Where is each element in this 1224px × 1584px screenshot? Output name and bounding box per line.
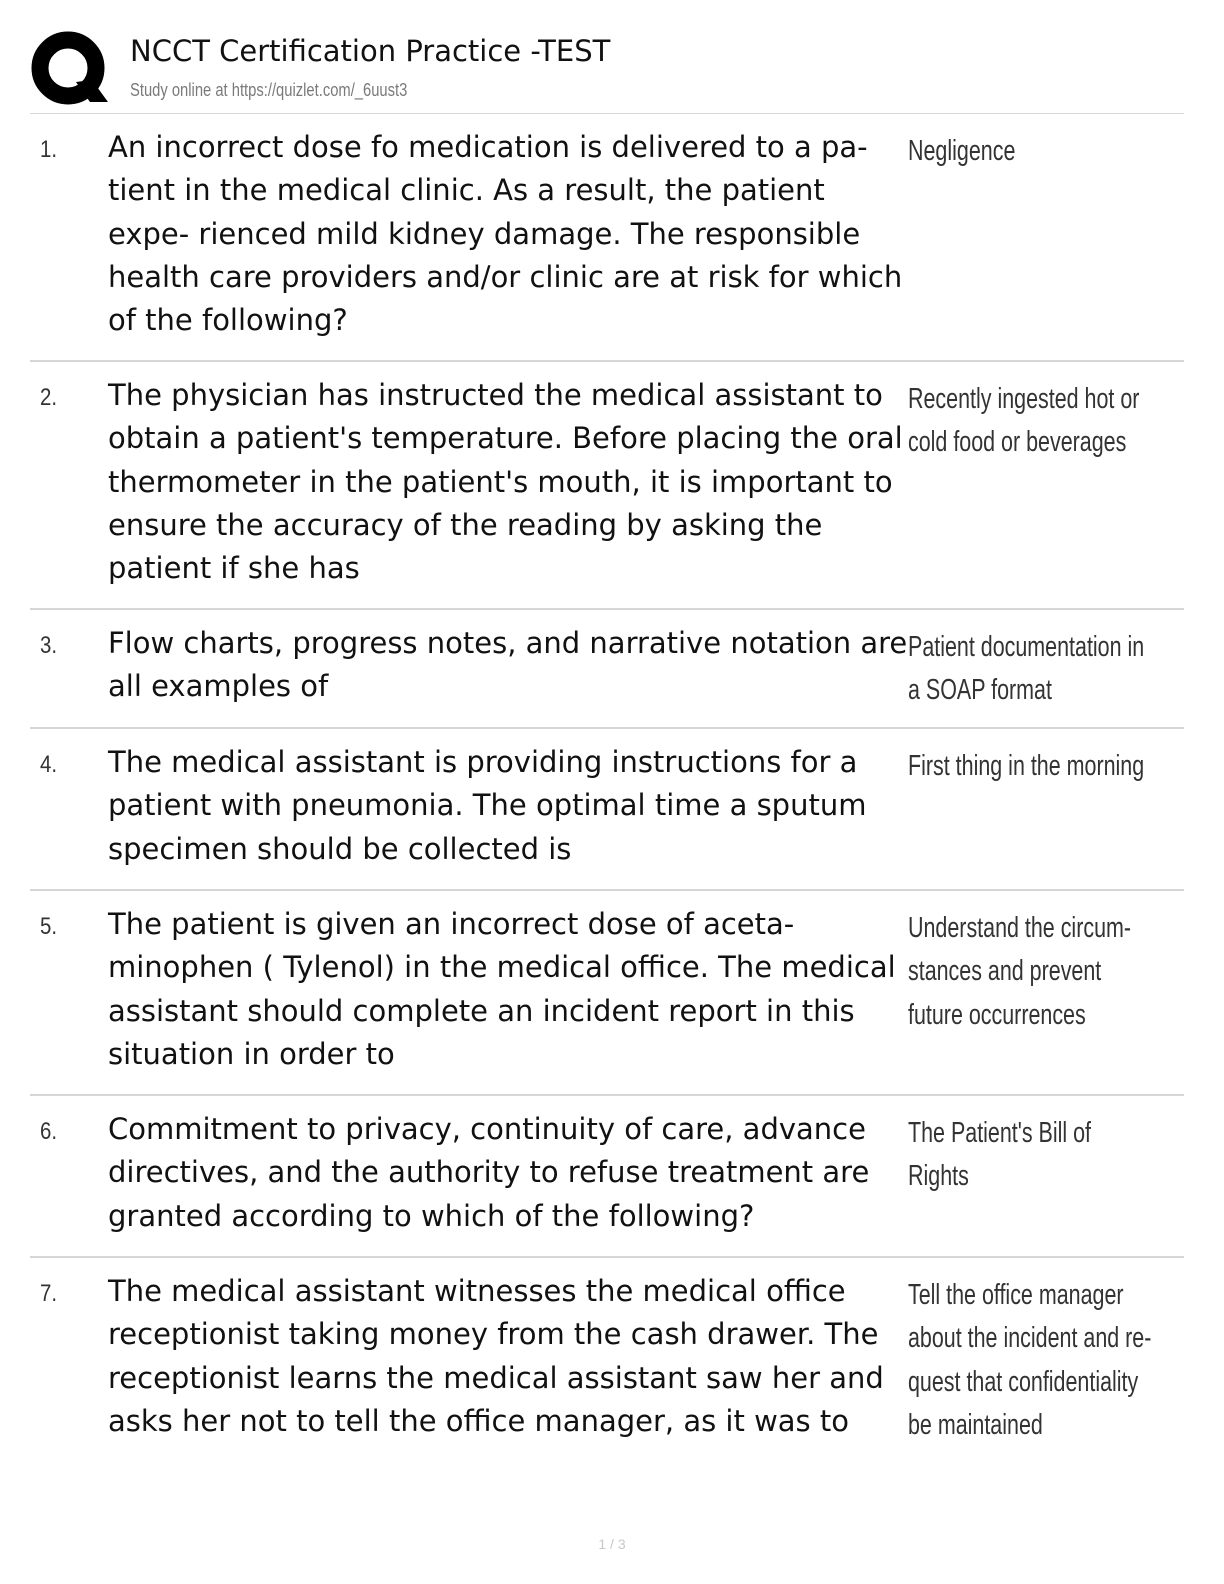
card-term: Flow charts, progress notes, and narrative notation are all examples of: [108, 626, 908, 704]
card-definition: Patient documentation in a SOAP format: [908, 631, 1145, 707]
card-term: Commitment to privacy, continuity of care, advance directives, and the authority to refuse treatment are granted according to which of the following?: [108, 1112, 870, 1233]
card-definition: Tell the office manager about the incident and re- quest that confidentiality be maintained: [908, 1279, 1152, 1441]
card-number: 4.: [40, 751, 58, 778]
study-online-link[interactable]: Study online at https://quizlet.com/_6uust3: [130, 80, 408, 100]
flashcard-row: [30, 1096, 1184, 1258]
card-term: An incorrect dose fo medication is delivered to a pa- tient in the medical clinic. As a result, the patient expe- rienced mild kidney damage. The responsible health care providers and/or clinic are at risk for which of the following?: [108, 130, 903, 338]
quizlet-logo-icon: [30, 30, 110, 108]
card-definition: First thing in the morning: [908, 750, 1145, 782]
card-term: The patient is given an incorrect dose of aceta- minophen ( Tylenol) in the medical office. The medical assistant should complete an incident report in this situation in order to: [108, 907, 896, 1071]
card-term: The medical assistant is providing instructions for a patient with pneumonia. The optimal time a sputum specimen should be collected is: [108, 745, 867, 866]
card-number: 7.: [40, 1280, 58, 1307]
card-number: 1.: [40, 136, 58, 163]
card-number: 2.: [40, 384, 58, 411]
flashcard-row: [30, 610, 1184, 729]
card-number: 6.: [40, 1118, 58, 1145]
card-number: 3.: [40, 632, 58, 659]
flashcard-list: [30, 114, 1184, 1468]
card-definition: Understand the circum- stances and prevent future occurrences: [908, 912, 1132, 1031]
flashcard-row: [30, 362, 1184, 610]
flashcard-row: [30, 891, 1184, 1096]
card-term: The medical assistant witnesses the medical office receptionist taking money from the cash drawer. The receptionist learns the medical assistant saw her and asks her not to tell the office manager, as it was to: [108, 1274, 884, 1438]
card-number: 5.: [40, 913, 58, 940]
flashcard-row: [30, 114, 1184, 362]
page-header: [30, 28, 1184, 114]
flashcard-row: [30, 1258, 1184, 1468]
flashcard-row: [30, 729, 1184, 891]
set-title: NCCT Certification Practice -TEST: [130, 34, 611, 68]
card-term: The physician has instructed the medical assistant to obtain a patient's temperature. Before placing the oral thermometer in the patient's mouth, it is important to ensure the accuracy of the reading by asking the patient if she has: [108, 378, 903, 586]
card-definition: Negligence: [908, 135, 1016, 167]
card-definition: Recently ingested hot or cold food or beverages: [908, 383, 1140, 459]
page-number: 1 / 3: [598, 1536, 626, 1552]
card-definition: The Patient's Bill of Rights: [908, 1117, 1092, 1193]
